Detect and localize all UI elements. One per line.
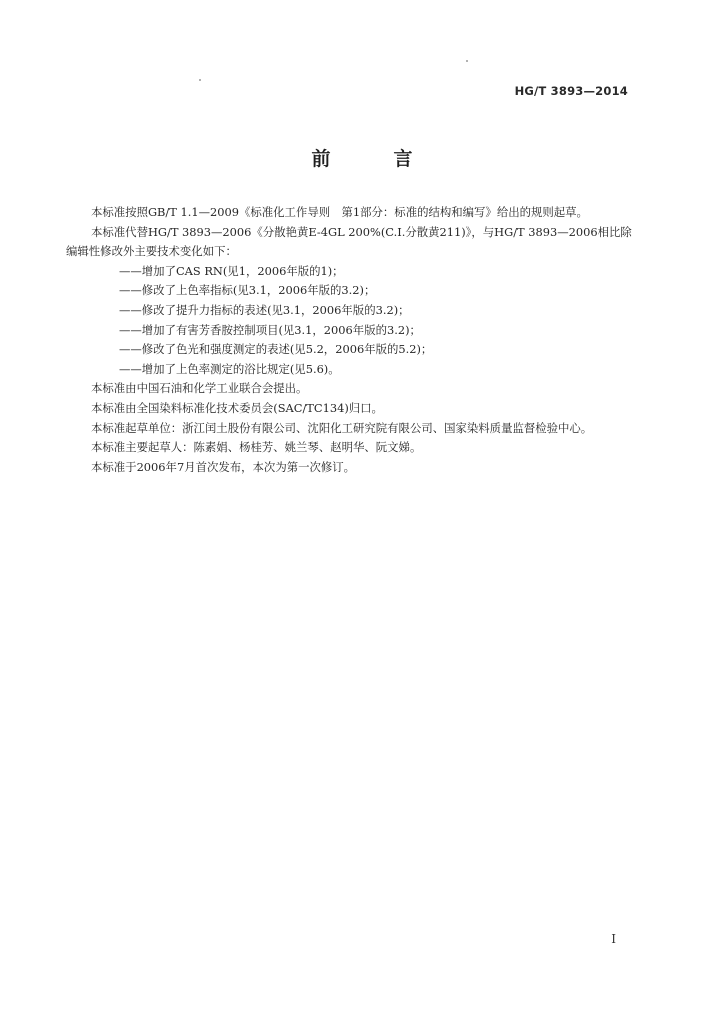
standard-code: HG/T 3893—2014 [514,84,628,98]
paragraph-proposer: 本标准由中国石油和化学工业联合会提出。 [91,381,308,396]
change-item: ——修改了提升力指标的表述(见3.1，2006年版的3.2)； [119,302,410,317]
change-item: ——增加了上色率测定的浴比规定(见5.6)。 [119,361,340,376]
foreword-body [66,203,634,477]
page-number: I [611,932,616,946]
paragraph-administrator: 本标准由全国染料标准化技术委员会(SAC/TC134)归口。 [91,400,383,415]
paragraph-replaces: 本标准代替HG/T 3893—2006《分散艳黄E-4GL 200%(C.I.分散黄211)》，与HG/T 3893—2006相比除编辑性修改外主要技术变化如下： [66,224,632,259]
scan-speck [199,79,201,81]
paragraph-drafting-units: 本标准起草单位：浙江闰土股份有限公司、沈阳化工研究院有限公司、国家染料质量监督检验中心。 [91,420,593,435]
page-title: 前 言 [311,148,435,170]
paragraph-drafters: 本标准主要起草人：陈素娟、杨桂芳、姚兰琴、赵明华、阮文娣。 [91,440,422,455]
scan-speck [466,60,468,62]
change-item: ——增加了有害芳香胺控制项目(见3.1，2006年版的3.2)； [119,322,421,337]
change-item: ——增加了CAS RN(见1，2006年版的1)； [119,263,344,278]
paragraph-history: 本标准于2006年7月首次发布，本次为第一次修订。 [91,459,356,474]
change-item: ——修改了色光和强度测定的表述(见5.2，2006年版的5.2)； [119,342,433,357]
change-item: ——修改了上色率指标(见3.1，2006年版的3.2)； [119,283,376,298]
paragraph-drafting-rules: 本标准按照GB/T 1.1—2009《标准化工作导则 第1部分：标准的结构和编写》给出的规则起草。 [91,205,588,219]
